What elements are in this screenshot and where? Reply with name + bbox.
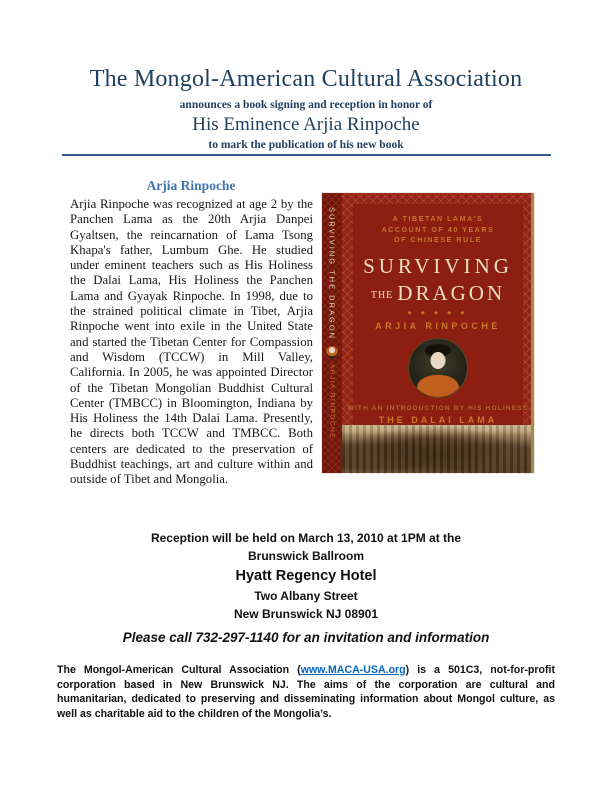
cover-title-word2 [342, 281, 534, 306]
cover-intro-line2: THE DALAI LAMA [378, 414, 498, 425]
header-subtitle-2: to mark the publication of his new book [208, 139, 404, 151]
boy-face-shape [431, 352, 446, 369]
footer-text-pre: The Mongol-American Cultural Association ( [57, 664, 301, 676]
event-date-line: Reception will be held on March 13, 2010 at 1PM at the [150, 531, 462, 545]
spine-author: ARJIA RINPOCHE [328, 364, 336, 440]
cover-tagline-line1: A TIBETAN LAMA'S [392, 216, 484, 223]
contact-line: Please call 732-297-1140 for an invitation and information [122, 630, 490, 645]
cover-tagline-line2: ACCOUNT OF 40 YEARS [381, 226, 495, 234]
cover-title-the: THE [370, 289, 394, 301]
spine-photo-thumbnail [326, 346, 338, 358]
book-spine [322, 193, 342, 473]
cover-tagline [342, 215, 534, 247]
header [31, 66, 581, 151]
cover-ornament: ◆ ◆ ◆ ◆ ◆ [407, 309, 469, 316]
spine-title: SURVIVING THE DRAGON [327, 207, 337, 341]
boy-portrait-photo [408, 338, 468, 398]
bio-paragraph: Arjia Rinpoche was recognized at age 2 by the Panchen Lama as the 20th Arjia Danpei Gyaltsen, the reincarnation of Lama Tsong Khapa's father, Lumbum Ghe. He studied under eminent teachers such as His Holiness the Dalai Lama, His Holiness the Panchen Lama and Gyayak Rinpoche. In 1998, due to the strained political climate in Tibet, Arjia Rinpoche went into exile in the United State and started the Tibetan Center for Compassion and Wisdom (TCCW) in Mill Valley, California. In 2005, he was appointed Director of the Tibetan Mongolian Buddhist Cultural Center (TMBCC) in Bloomington, Indiana by His Holiness the 14th Dalai Lama. Presently, he directs both TCCW and TMBCC. Both centers are dedicated to the preservation of Buddhist teachings, art and culture within and outside of Tibet and Mongolia. [70, 197, 313, 487]
event-venue: Hyatt Regency Hotel [235, 568, 377, 584]
event-ballroom: Brunswick Ballroom [247, 549, 365, 563]
book-front [342, 193, 534, 473]
page-title: The Mongol-American Cultural Association [89, 66, 523, 92]
bio-heading: Arjia Rinpoche [146, 178, 236, 193]
cover-intro-line1: WITH AN INTRODUCTION BY HIS HOLINESS [347, 404, 529, 412]
footer-paragraph [57, 663, 555, 721]
book-page-edge [531, 193, 534, 473]
header-divider [62, 154, 551, 156]
boy-robe-shape [417, 375, 459, 398]
monastery-landscape-photo [342, 425, 534, 473]
cover-title-word1: SURVIVING [363, 253, 513, 278]
maca-website-link[interactable]: www.MACA-USA.org [300, 664, 406, 676]
event-city: New Brunswick NJ 08901 [233, 607, 379, 621]
cover-title-dragon: DRAGON [397, 280, 506, 305]
event-street: Two Albany Street [254, 589, 358, 603]
event-details [31, 529, 581, 623]
footer-text-post: ) is a 501C3, not-for-profit corporation based in New Brunswick NJ. The aims of the corporation are cultural and humanitarian, dedicated to preserving and disseminating information about Mongol culture, as well as charitable aid to the children of the Mongolia’s. [57, 664, 555, 720]
cover-tagline-line3: OF CHINESE RULE [394, 237, 482, 244]
cover-author: ARJIA RINPOCHE [375, 320, 501, 331]
header-subtitle-1: announces a book signing and reception in honor of [179, 99, 433, 111]
honoree-name: His Eminence Arjia Rinpoche [192, 114, 420, 135]
book-cover-image [322, 193, 534, 473]
